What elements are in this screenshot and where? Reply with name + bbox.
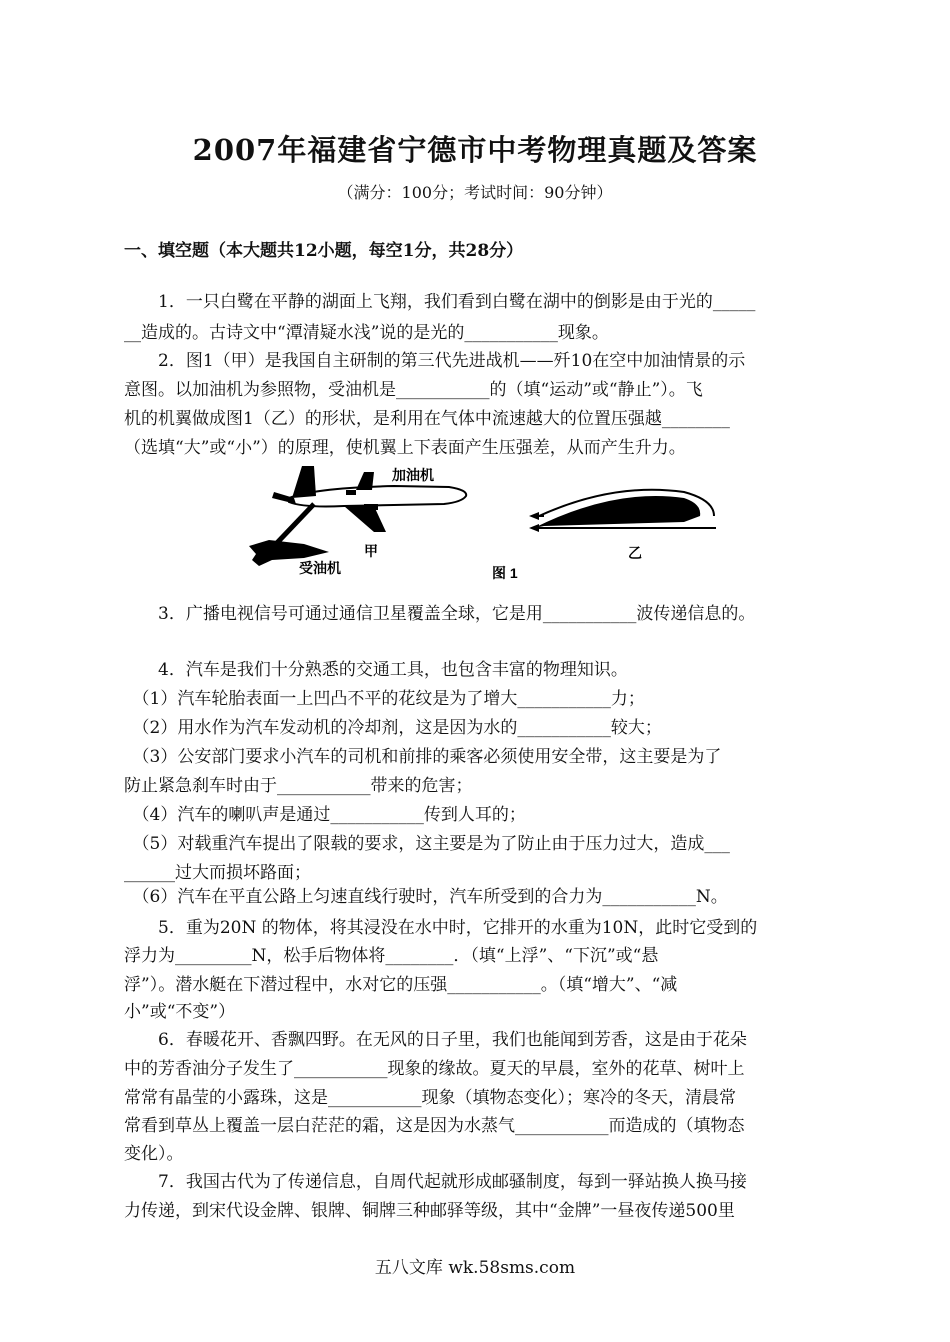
text-line: 浮”）。潜水艇在下潜过程中，水对它的压强___________。（填“增大”、“减 [124,975,678,995]
figure-caption: 图 1 [492,565,518,581]
jia-label: 甲 [364,543,378,559]
text-line: 防止紧急刹车时由于___________带来的危害； [124,776,473,796]
text-line: 1．一只白鹭在平静的湖面上飞翔，我们看到白鹭在湖中的倒影是由于光的_____ [124,292,756,312]
wing-airflow-diagram [529,490,716,532]
text-line: （1）汽车轮胎表面一上凹凸不平的花纹是为了增大___________力； [124,689,645,709]
exam-info: （满分：100分；考试时间：90分钟） [337,183,613,202]
tanker-label: 加油机 [392,467,434,483]
text-line: （6）汽车在平直公路上匀速直线行驶时，汽车所受到的合力为___________N。 [124,887,728,907]
text-line: （3）公安部门要求小汽车的司机和前排的乘客必须使用安全带，这主要是为了 [124,747,722,767]
text-line: 力传递，到宋代设金牌、银牌、铜牌三种邮驿等级，其中“金牌”一昼夜传递500里 [124,1201,735,1221]
text-line: 常常有晶莹的小露珠，这是___________现象（填物态变化）；寒冷的冬天，清晨常 [124,1088,736,1108]
page-title: 2007年福建省宁德市中考物理真题及答案 [192,133,758,167]
text-line: 6．春暖花开、香飘四野。在无风的日子里，我们也能闻到芳香，这是由于花朵 [124,1030,747,1050]
footer-watermark: 五八文库 wk.58sms.com [374,1258,576,1278]
text-line: 中的芳香油分子发生了___________现象的缘故。夏天的早晨，室外的花草、树叶上 [124,1059,745,1079]
text-line: __造成的。古诗文中“潭清疑水浅”说的是光的___________现象。 [124,323,609,343]
text-line: 2．图1（甲）是我国自主研制的第三代先进战机——歼10在空中加油情景的示 [124,351,746,371]
text-line: 常看到草丛上覆盖一层白茫茫的霜，这是因为水蒸气___________而造成的（填物态 [124,1116,745,1136]
section-heading: 一、填空题（本大题共12小题，每空1分，共28分） [124,241,524,261]
text-line: 小”或“不变”） [124,1002,236,1022]
text-line: 3．广播电视信号可通过通信卫星覆盖全球，它是用___________波传递信息的。 [124,604,756,624]
refuel-hose [274,504,314,546]
tanker-aircraft-drawing [272,466,466,532]
text-line: 5．重为20N 的物体，将其浸没在水中时，它排开的水重为10N，此时它受到的 [124,918,758,938]
figure-1 [244,460,724,585]
text-line: ______过大而损坏路面； [124,863,311,883]
text-line: 变化）。 [124,1144,184,1164]
yi-label: 乙 [628,545,642,561]
text-line: 机的机翼做成图1（乙）的形状，是利用在气体中流速越大的位置压强越________ [124,409,730,429]
text-line: （4）汽车的喇叭声是通过___________传到人耳的； [124,805,526,825]
text-line: （选填“大”或“小”）的原理，使机翼上下表面产生压强差，从而产生升力。 [124,438,686,458]
text-line: 4．汽车是我们十分熟悉的交通工具，也包含丰富的物理知识。 [124,660,628,680]
text-line: （2）用水作为汽车发动机的冷却剂，这是因为水的___________较大； [124,718,662,738]
text-line: 意图。以加油机为参照物，受油机是___________的（填“运动”或“静止”）。飞 [124,380,703,400]
text-line: （5）对载重汽车提出了限载的要求，这主要是为了防止由于压力过大，造成___ [124,834,730,854]
receiver-label: 受油机 [299,560,341,576]
text-line: 浮力为_________N，松手后物体将________．（填“上浮”、“下沉”或“悬 [124,946,659,966]
text-line: 7．我国古代为了传递信息，自周代起就形成邮骚制度，每到一驿站换人换马接 [124,1172,747,1192]
